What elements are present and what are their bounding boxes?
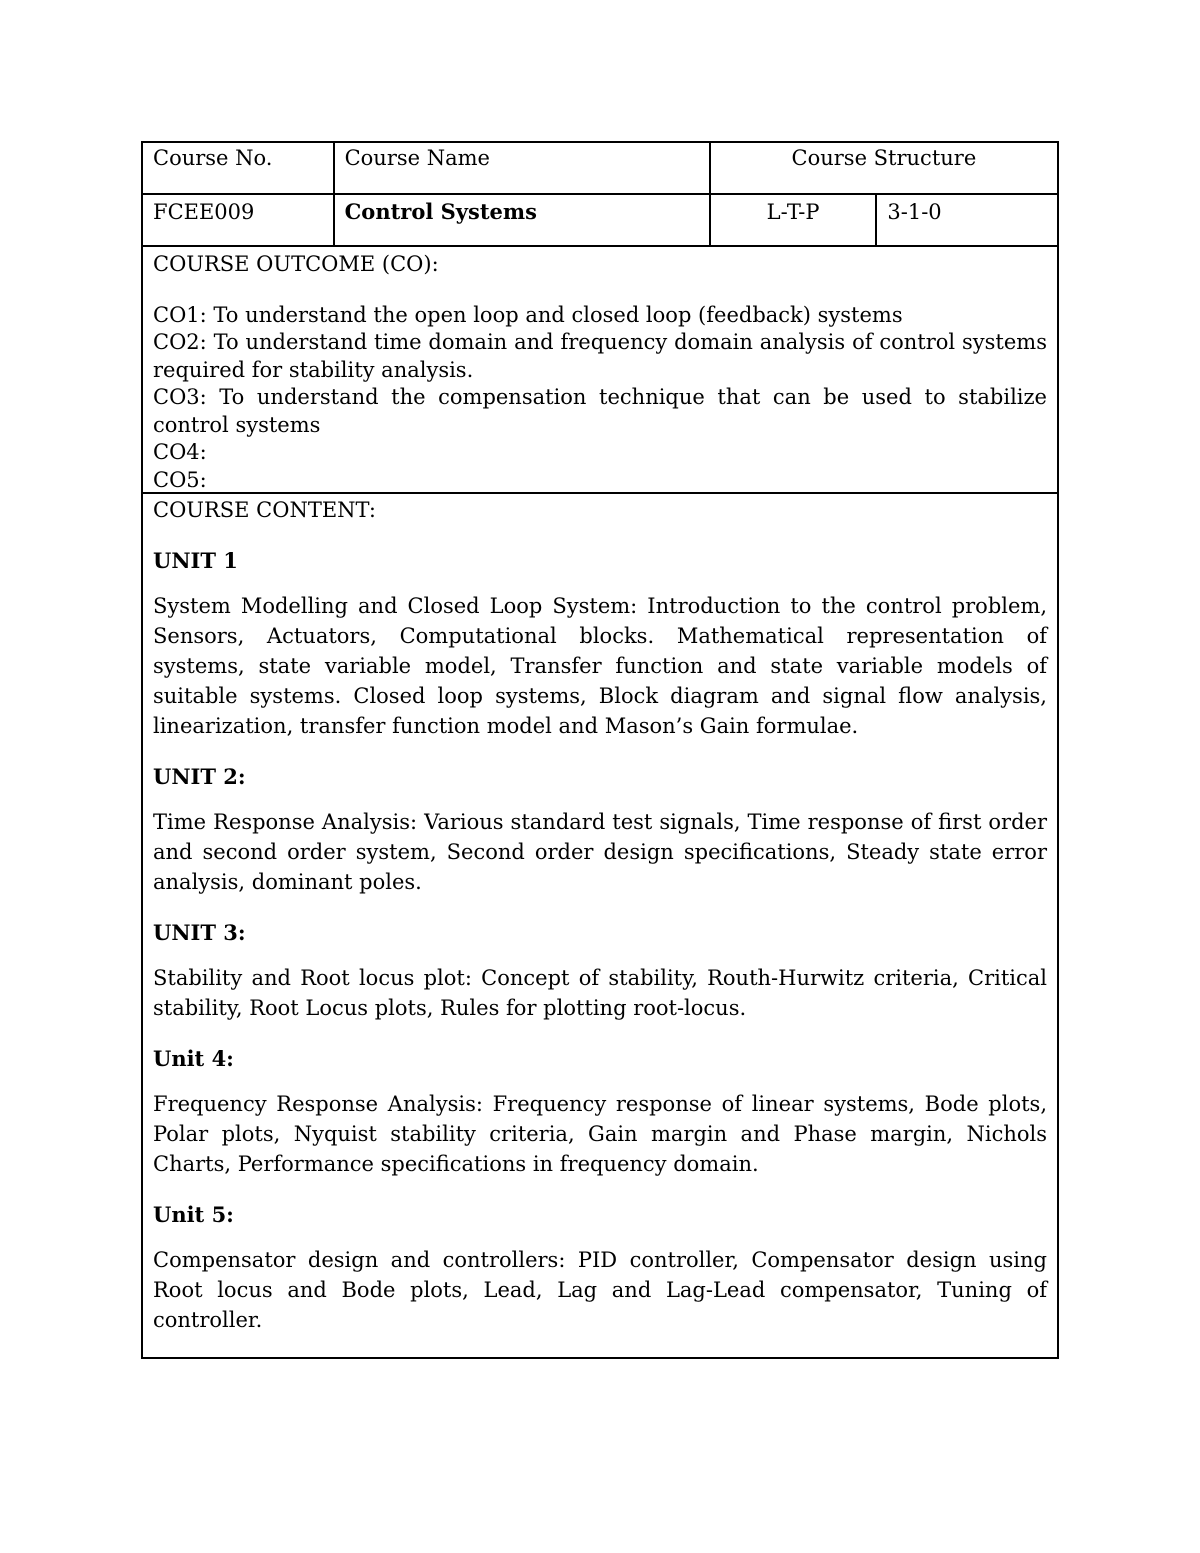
unit-title: UNIT 1: [153, 548, 238, 573]
unit-description: Stability and Root locus plot: Concept of stability, Routh-Hurwitz criteria, Critical stability, Root Locus plots, Rules for plotting root-locus.: [153, 966, 1047, 1020]
unit-title: UNIT 3:: [153, 920, 246, 945]
course-outcome-heading: COURSE OUTCOME (CO):: [153, 252, 439, 276]
unit-title: Unit 5:: [153, 1202, 234, 1227]
course-table: [141, 141, 1059, 1359]
course-no-header: Course No.: [153, 146, 273, 170]
course-outcome-section: [143, 247, 1057, 494]
outcome-item: CO3: To understand the compensation technique that can be used to stabilize control systems: [153, 385, 1047, 437]
table-header-row: [143, 143, 1057, 195]
outcome-item: CO5:: [153, 467, 207, 492]
outcome-item: CO2: To understand time domain and frequency domain analysis of control systems required for stability analysis.: [153, 330, 1047, 382]
structure-value: 3-1-0: [875, 195, 1057, 245]
course-content-heading: COURSE CONTENT:: [153, 498, 376, 522]
unit-title: Unit 4:: [153, 1046, 234, 1071]
outcome-item: CO1: To understand the open loop and closed loop (feedback) systems: [153, 302, 903, 327]
outcome-item: CO4:: [153, 440, 207, 464]
unit-title: UNIT 2:: [153, 764, 246, 789]
unit-description: Frequency Response Analysis: Frequency response of linear systems, Bode plots, Polar plots, Nyquist stability criteria, Gain margin and Phase margin, Nichols Charts, Performance specifications in frequency domain.: [153, 1092, 1047, 1176]
course-structure-header: Course Structure: [709, 143, 1057, 193]
table-values-row: [143, 195, 1057, 247]
course-content-section: [143, 494, 1057, 1357]
unit-description: System Modelling and Closed Loop System: Introduction to the control problem, Sensors, Actuators, Computational blocks. Mathematical representation of systems, state variable model, Transfer function and state variable models of suitable systems. Closed loop systems, Block diagram and signal flow analysis, linearization, transfer function model and Mason’s Gain formulae.: [153, 594, 1047, 738]
course-no-value: FCEE009: [153, 200, 255, 224]
structure-label: L-T-P: [709, 195, 876, 245]
course-name-header: Course Name: [333, 143, 709, 193]
unit-description: Time Response Analysis: Various standard test signals, Time response of first order and second order system, Second order design specifications, Steady state error analysis, dominant poles.: [153, 810, 1047, 894]
unit-description: Compensator design and controllers: PID controller, Compensator design using Root locus and Bode plots, Lead, Lag and Lag-Lead compensator, Tuning of controller.: [153, 1248, 1047, 1332]
course-name-value: Control Systems: [333, 195, 709, 245]
